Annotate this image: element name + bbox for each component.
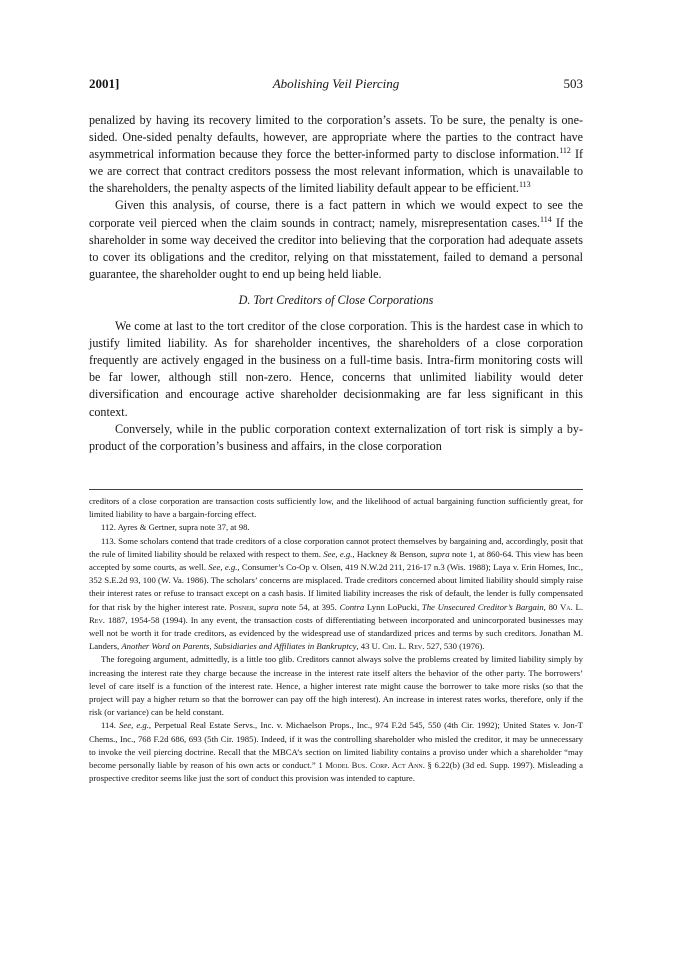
footnote-carryover: creditors of a close corporation are transaction costs sufficiently low, and the likelihood of actual bargaining function sufficiently great, for limited liability to have a bargain-forcing effect. [89, 496, 583, 520]
fn113-supra-2: supra [258, 601, 279, 612]
paragraph-2 [89, 197, 583, 282]
fn113-text-g: Lynn LoPucki, [364, 601, 422, 612]
paragraph-2-text-b: If the shareholder in some way deceived the creditor into believing that the corporation had adequate assets to cover its obligations and the creditor, relying on that misstatement, failed to demand a personal guarantee, the shareholder ought to end up being held liable. [89, 215, 583, 281]
fn114-text-a: 114. [101, 720, 120, 731]
fn113-signal-2: See, e.g. [208, 562, 238, 573]
fn113-text-j: , 43 U. [356, 641, 383, 652]
paragraph-4: Conversely, while in the public corporation context externalization of tort risk is simply a by-product of the corporation’s business and affairs, in the close corporation [89, 421, 583, 453]
footnotes [89, 495, 583, 785]
fn113-text-d: , Consumer’s Co-Op v. Olsen, 419 N.W.2d 211, 216-17 n.3 (Wis. 1988); Laya v. Erin Homes, Inc., 352 S.E.2d 93, 100 (W. Va. 1986). The scholars’ concerns are misplaced. Trade creditors concerned about limited liability should simply raise their interest rates or refuse to transact except on a cash basis. If limited liability increases the risk of default, the lender is fully compensated for that risk by the higher interest rate. [89, 562, 583, 612]
fn113-supra-1: supra [429, 548, 450, 559]
footnote-ref-114: 114 [540, 214, 552, 224]
footnote-ref-112: 112 [559, 146, 571, 156]
footnote-divider [89, 489, 583, 490]
fn114-text-c: § 6.22(b) (3d ed. Supp. 1997). Misleading a prospective creditor seems like just the sort of conduct this provision was intended to capture. [89, 760, 583, 784]
fn113-text-e: , [253, 601, 259, 612]
fn113-text-b: , Hackney & Benson, [352, 548, 430, 559]
fn113-posner: Posner [229, 601, 254, 612]
running-header [89, 76, 583, 96]
main-text [89, 112, 583, 455]
footnote-113 [89, 535, 583, 654]
footnote-112-text: 112. Ayres & Gertner, supra note 37, at 98. [101, 522, 250, 533]
page-number: 503 [563, 76, 583, 91]
fn113-journal-2: Chi. L. Rev. [382, 641, 425, 652]
paragraph-1-text-b: If we are correct that contract creditors possess the most relevant information, which is unavailable to the shareholders, the penalty aspects of the limited liability default appear to be efficient. [89, 147, 584, 196]
fn113-text-k: 527, 530 (1976). [424, 641, 485, 652]
footnote-ref-113: 113 [518, 180, 531, 190]
paragraph-3: We come at last to the tort creditor of the close corporation. This is the hardest case in which to justify limited liability. As for shareholder incentives, the shareholders of a close corporation frequently are actively engaged in the business on a full-time basis. Intra-firm monitoring costs will be far lower, although still non-zero. Hence, concerns that unlimited liability would deter diversification and encourage active shareholder decisionmaking are far less significant in this context. [89, 319, 583, 419]
fn113-article-title-2: Another Word on Parents, Subsidiaries and Affiliates in Bankruptcy [121, 641, 357, 652]
fn113-text-a: 113. Some scholars contend that trade creditors of a close corporation cannot protect themselves by bargaining and, accordingly, posit that the rule of limited liability should be relaxed with respect to them. [89, 535, 583, 559]
fn113-text-i: 1887, 1954-58 (1994). In any event, the transaction costs of differentiating between incorporated and unincorporated businesses may well not be worth it for trade creditors, as evidenced by the widespread use of standardized prices and terms by such creditors. Jonathan M. Landers, [89, 614, 583, 652]
paragraph-1 [89, 112, 583, 197]
fn113-text-c: note 1, at 860-64. This view has been accepted by some courts, as well. [89, 548, 583, 573]
footnote-112 [89, 521, 583, 534]
fn113-text-f: note 54, at 395. [278, 601, 340, 612]
header-title: Abolishing Veil Piercing [272, 76, 400, 91]
fn114-text-b: , Perpetual Real Estate Servs., Inc. v. Michaelson Props., Inc., 974 F.2d 545, 550 (4th Cir. 1992); United States v. Jon-T Chems., Inc., 768 F.2d 686, 693 (5th Cir. 1985). Indeed, if it was the controlling shareholder who misled the creditor, it may be unnecessary to invoke the veil piercing doctrine. Recall that the MBCA’s section on limited liability contains a proviso under which a shareholder “may become personally liable by reason of his own acts or conduct.” 1 [89, 720, 583, 771]
header-year: 2001] [89, 76, 120, 91]
footnote-113-para-2: The foregoing argument, admittedly, is a little too glib. Creditors cannot always solve the problems created by limited liability simply by increasing the interest rate they charge because the increase in the interest rate itself alters the behavior of the other party. The borrowers’ level of care itself is a function of the interest rate. Hence, a higher interest rate might cause the borrower to take more risks (so that the project will pay a higher return so that the borrower can pay off the high interest). An increase in interest rates works, therefore, only if the risk (or variance) can be held constant. [89, 654, 583, 718]
fn113-text-h: , 80 [543, 601, 561, 612]
fn113-signal-1: See, e.g. [323, 548, 353, 559]
section-heading: D. Tort Creditors of Close Corporations [238, 292, 434, 307]
footnote-114 [89, 719, 583, 785]
fn113-contra: Contra [339, 601, 365, 612]
fn114-signal: See, e.g. [119, 720, 149, 731]
paragraph-1-text-a: penalized by having its recovery limited to the corporation’s assets. To be sure, the penalty is one-sided. One-sided penalty defaults, however, are appropriate where the parties to the contract have asymmetrical information because they force the better-informed party to disclose information. [89, 113, 583, 162]
fn113-journal-1: Va. L. Rev. [89, 601, 584, 625]
paragraph-2-text-a: Given this analysis, of course, there is a fact pattern in which we would expect to see the corporate veil pierced when the claim sounds in contract; namely, misrepresentation cases. [89, 198, 583, 230]
fn113-article-title-1: The Unsecured Creditor’s Bargain [421, 601, 544, 612]
fn114-code-title: Model Bus. Corp. Act Ann. [325, 760, 425, 771]
